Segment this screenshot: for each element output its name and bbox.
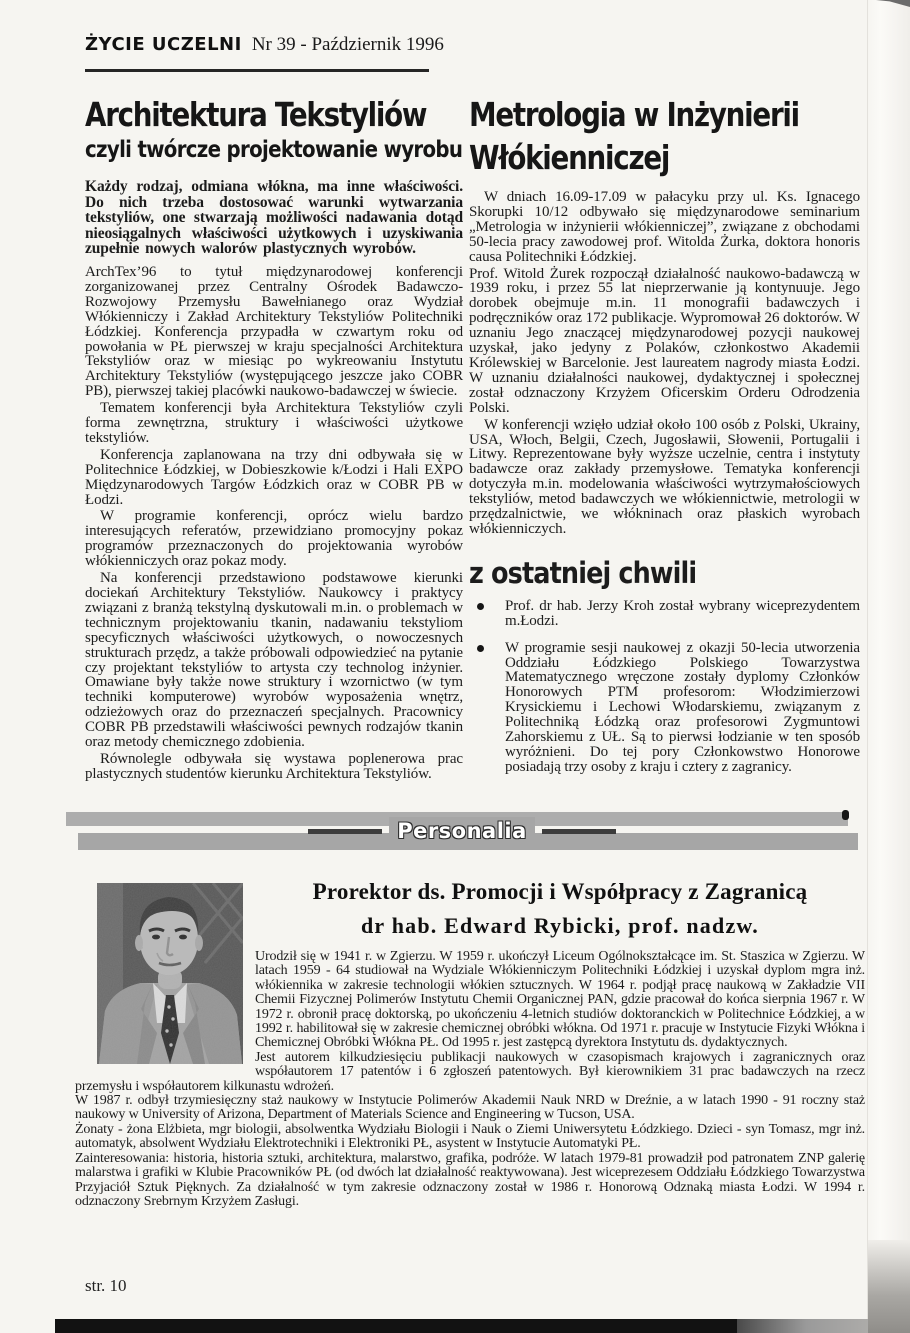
- banner-rule-right: [542, 829, 616, 834]
- masthead-issue: Nr 39 - Październik 1996: [251, 34, 444, 55]
- scan-page-edge: [867, 0, 910, 1333]
- news-bullet: [469, 599, 860, 629]
- body-paragraph: Na konferencji przedstawiono podstawowe kierunki dociekań Architektury Tekstyliów. Naukowcy i praktycy związani z branżą tekstylną dyskutowali m.in. o problemach w technicznym projektowaniu tkanin, nadawaniu tekstyliom specyficznych właściwości użytkowych, o nowoczesnych strukturach przędz, a także próbowali odpowiedzieć na pytanie czy projektant tekstyliów to artysta czy technolog inżynier. Omawiane były także nowe struktury i wzornictwo (w tym techniki komputerowe) wyrobów wyposażenia wnętrz, odzieżowych oraz do przeznaczeń specjalnych. Pracownicy COBR PB przedstawili właściwości pewnych rodzajów tkanin oraz metody chemicznego zdobienia.: [85, 570, 463, 751]
- right-article: [469, 96, 860, 787]
- personalia-banner: [66, 810, 858, 858]
- bio-paragraph: Urodził się w 1941 r. w Zgierzu. W 1959 r. ukończył Liceum Ogólnokształcące im. St. Staszica w Zgierzu. W latach 1959 - 64 studiował na Wydziale Włókienniczym Politechniki Łódzkiej i uzyskał dyplom mgra inż. włókiennika w zakresie technologii włókien sztucznych. W 1964 r. podjął pracę naukową w Zakładzie VII Chemii Fizycznej Polimerów Instytutu Chemii Organicznej PAN, gdzie pracował do końca sierpnia 1967 r. W 1972 r. obronił pracę doktorską, po ukończeniu 4-letnich studiów doktoranckich w Politechnice Łódzkiej, a w 1992 r. habilitował się w zakresie chemicznej obróbki włókna. Od 1971 r. pracuje w Instytucie Fizyki Włókna i Chemicznej Obróbki Włókna PŁ. Od 1995 r. jest zastępcą dyrektora Instytutu ds. dydaktycznych.: [255, 949, 865, 1051]
- right-article-title-line1: Metrologia w Inżynierii: [469, 95, 799, 134]
- news-bullet-text: Prof. dr hab. Jerzy Kroh został wybrany wiceprezydentem m.Łodzi.: [505, 597, 860, 629]
- portrait-photo-drawing: [97, 883, 243, 1064]
- bullet-dot-icon: [477, 645, 484, 652]
- bio-heading-line2: dr hab. Edward Rybicki, prof. nadzw.: [361, 913, 759, 938]
- bullet-dot-icon: [477, 603, 484, 610]
- news-flash-title: z ostatniej chwili: [469, 555, 697, 590]
- bio-heading-line1: Prorektor ds. Promocji i Współpracy z Zagranicą: [312, 879, 808, 904]
- personalia-section: [75, 879, 865, 1209]
- lead-paragraph: Każdy rodzaj, odmiana włókna, ma inne właściwości. Do nich trzeba dostosować warunki wytwarzania tekstyliów, one stwarzają możliwości nadawania dotąd nieosiągalnych właściwości użytkowych i uzyskiwania zupełnie nowych walorów plastycznych wyrobów.: [85, 178, 463, 258]
- banner-rule-left: [308, 829, 382, 834]
- scan-ink-dot: [842, 810, 849, 820]
- personalia-label: Personalia: [389, 817, 535, 846]
- news-bullet: [469, 641, 860, 775]
- portrait-photo: [97, 883, 243, 1064]
- body-paragraph: Równolegle odbywała się wystawa poplenerowa prac plastycznych studentów kierunku Architektura Tekstyliów.: [85, 750, 463, 782]
- body-paragraph: W konferencji wzięło udział około 100 osób z Polski, Ukrainy, USA, Włoch, Belgii, Czech, Jugosławii, Słowenii, Portugalii i Litwy. Reprezentowane były wyższe uczelnie, centra i instytuty badawcze oraz zakłady przemysłowe. Tematyka konferencji dotyczyła m.in. modelowania właściwości wytrzymałościowych tekstyliów, metod badawczych we włókiennictwie, metrologii w przędzalnictwie, we włókninach oraz płaskich wyrobach włókienniczych.: [469, 416, 860, 537]
- page-number: str. 10: [85, 1276, 127, 1295]
- bio-paragraph: W 1987 r. odbył trzymiesięczny staż naukowy w Instytucie Polimerów Akademii Nauk NRD w Dreźnie, a w latach 1990 - 91 roczny staż naukowy w University of Arizona, Department of Materials Science and Engineering w Tucson, USA.: [75, 1093, 865, 1123]
- body-paragraph: Prof. Witold Żurek rozpoczął działalność naukowo-badawczą w 1939 roku, i przez 55 lat nieprzerwanie ją kontynuuje. Jego dorobek obejmuje m.in. 11 monografii badawczych i podręczników oraz 172 publikacje. Wypromował 26 doktorów. W uznaniu Jego znaczącej międzynarodowej pozycji naukowej uzyskał, jako jedyny z Polaków, członkostwo Akademii Królewskiej w Barcelonie. Jest laureatem nagrody miasta Łodzi. W uznaniu działalności naukowej, dydaktycznej i społecznej został odznaczony Krzyżem Oficerskim Orderu Odrodzenia Polski.: [469, 265, 860, 416]
- body-paragraph: Tematem konferencji była Architektura Tekstyliów czyli forma zewnętrzna, struktury i właściwości użytkowe tekstyliów.: [85, 400, 463, 446]
- body-paragraph: W dniach 16.09-17.09 w pałacyku przy ul. Ks. Ignacego Skorupki 10/12 odbywało się międzynarodowe seminarium „Metrologia w inżynierii włókienniczej”, związane z obchodami 50-lecia pracy zawodowej prof. Witolda Żurka, doktora honoris causa Politechniki Łódzkiej.: [469, 189, 860, 265]
- scan-bottom-bar: [55, 1319, 737, 1333]
- right-article-title-line2: Włókienniczej: [469, 138, 670, 177]
- masthead-title: ŻYCIE UCZELNI: [85, 34, 242, 55]
- masthead-rule: [85, 69, 429, 72]
- left-article-subtitle: czyli twórcze projektowanie wyrobu: [85, 137, 463, 163]
- bio-paragraph: Jest autorem kilkudziesięciu publikacji naukowych w czasopismach krajowych i zagranicznych oraz współautorem 17 patentów i 6 zgłoszeń patentowych. Był kierownikiem 31 prac badawczych na rzecz przemysłu i współautorem kilkunastu wdrożeń.: [75, 1049, 865, 1094]
- body-paragraph: W programie konferencji, oprócz wielu bardzo interesujących referatów, przewidziano promocyjny pokaz programów przeznaczonych do projektowania wyrobów włókienniczych oraz pokaz mody.: [85, 508, 463, 570]
- banner-label-wrap: [66, 810, 858, 852]
- body-paragraph: Konferencja zaplanowana na trzy dni odbywała się w Politechnice Łódzkiej, w Dobieszkowie k/Łodzi i Hali EXPO Międzynarodowych Targów Łódzkich oraz w COBR PB w Łodzi.: [85, 446, 463, 508]
- bio-paragraph: Zainteresowania: historia, historia sztuki, architektura, malarstwo, grafika, podróże. W latach 1979-81 prowadził pod patronatem ZNP galerię malarstwa i grafiki w Klubie Pracowników PŁ (od dwóch lat działalność reaktywowana). Jest wiceprezesem Oddziału Łódzkiego Towarzystwa Przyjaciół Sztuk Pięknych. Za działalność w tym zakresie odznaczony został w 1986 r. Honorową Odznaką miasta Łodzi. W 1994 r. odznaczony Srebrnym Krzyżem Zasługi.: [75, 1150, 865, 1209]
- left-article: [85, 96, 463, 784]
- scan-bottom-corner: [868, 1240, 910, 1333]
- masthead: [85, 34, 444, 56]
- left-article-title: Architektura Tekstyliów: [85, 95, 427, 134]
- news-bullet-text: W programie sesji naukowej z okazji 50-lecia utworzenia Oddziału Łódzkiego Polskiego Towarzystwa Matematycznego wręczone zostały dyplomy Członków Honorowych PTM profesorom: Włodzimierzowi Krysickiemu i Lechowi Włodarskiemu, związanym z Politechniką Łódzką oraz profesorowi Zygmuntowi Zahorskiemu z UŁ. Są to pierwsi łodzianie w ten sposób wyróżnieni. Do tej pory Członkowstwo Honorowe posiadają trzy osoby z kraju i cztery z zagranicy.: [505, 639, 860, 775]
- bio-paragraph: Żonaty - żona Elżbieta, mgr biologii, absolwentka Wydziału Biologii i Nauk o Ziemi Uniwersytetu Łódzkiego. Dzieci - syn Tomasz, mgr inż. automatyk, absolwent Wydziału Elektrotechniki i Elektroniki PŁ, asystent w Instytucie Automatyki PŁ.: [75, 1121, 865, 1152]
- body-paragraph: ArchTex’96 to tytuł międzynarodowej konferencji zorganizowanej przez Centralny Ośrodek Badawczo-Rozwojowy Przemysłu Bawełnianego oraz Wydział Włókienniczy i Zakład Architektury Tekstyliów Politechniki Łódzkiej. Konferencja przypadła w czwartym roku od powołania w PŁ pierwszej w kraju specjalności Architektura Tekstyliów oraz w miesiąc po wykreowaniu Instytutu Architektury Tekstyliów (występującego jeszcze jako COBR PB), pierwszej takiej placówki naukowo-badawczej w świecie.: [85, 263, 463, 400]
